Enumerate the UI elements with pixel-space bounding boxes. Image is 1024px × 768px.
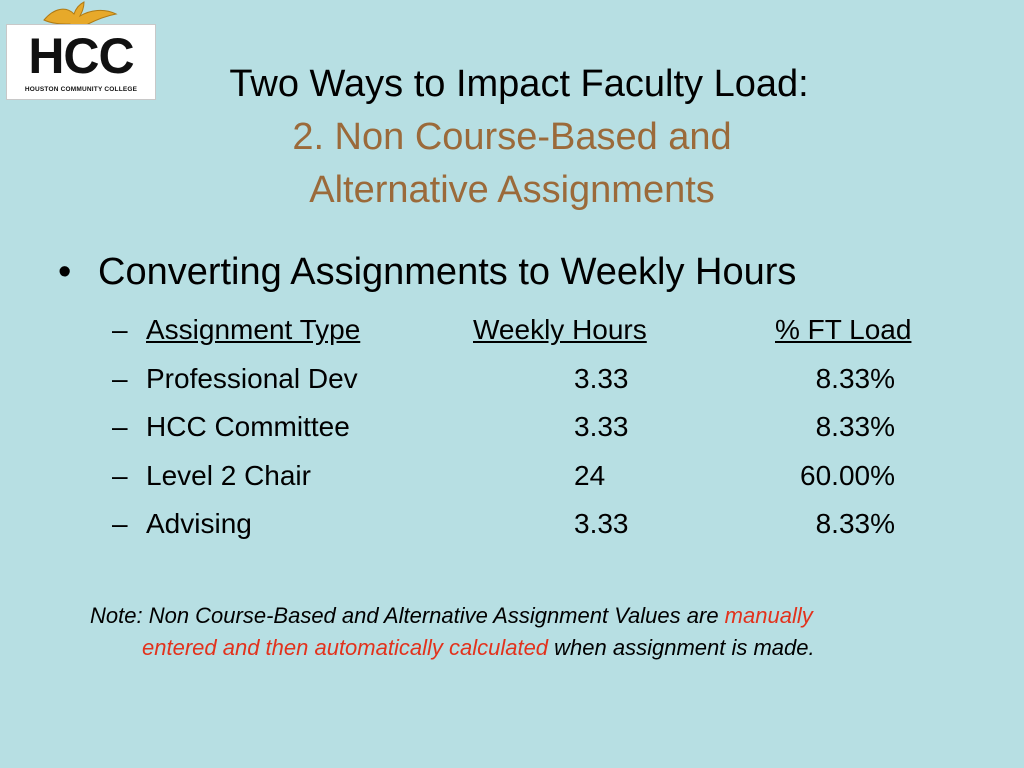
table-row [112,405,992,454]
cell-hours: 24 [574,459,606,491]
footnote-line-1 [90,600,950,632]
dash: – [112,362,128,394]
title-line-1: Two Ways to Impact Faculty Load: [229,63,809,105]
dash: – [112,508,128,539]
dash: – [112,314,128,345]
table-row [112,502,992,551]
logo-subtitle: HOUSTON COMMUNITY COLLEGE [24,86,138,93]
note-text: Note: Non Course-Based and Alternative Assignment Values are [90,603,725,628]
cell-type: Advising [146,508,252,539]
title-line-2: 2. Non Course-Based and [292,116,732,158]
cell-hours: 3.33 [574,508,629,539]
cell-load: 8.33% [815,411,895,442]
logo-letters: HCC [28,28,134,84]
slide-title [0,58,1024,217]
header-weekly-hours: Weekly Hours [473,314,647,345]
cell-type: HCC Committee [146,411,350,442]
note-highlight: entered and then automatically calculated [142,635,549,660]
dash: – [112,411,128,442]
cell-load: 8.33% [815,508,895,539]
cell-type: Level 2 Chair [146,459,311,491]
footnote [90,600,950,664]
table-header-row [112,308,992,357]
bullet-item [58,244,796,300]
footnote-line-2 [90,632,950,664]
cell-type: Professional Dev [146,362,358,394]
table-row [112,357,992,406]
note-text: when assignment is made. [548,635,815,660]
cell-hours: 3.33 [574,411,629,442]
table-row [112,454,992,503]
bullet-dot: • [58,251,72,293]
dash: – [112,459,128,491]
cell-hours: 3.33 [574,362,629,394]
title-line-3: Alternative Assignments [309,169,715,211]
bullet-text: Converting Assignments to Weekly Hours [98,251,797,293]
header-assignment-type: Assignment Type [146,314,361,345]
cell-load: 60.00% [800,459,895,491]
header-ft-load: % FT Load [775,314,912,345]
assignment-table [112,308,992,551]
cell-load: 8.33% [815,362,895,394]
note-highlight: manually [724,603,813,628]
